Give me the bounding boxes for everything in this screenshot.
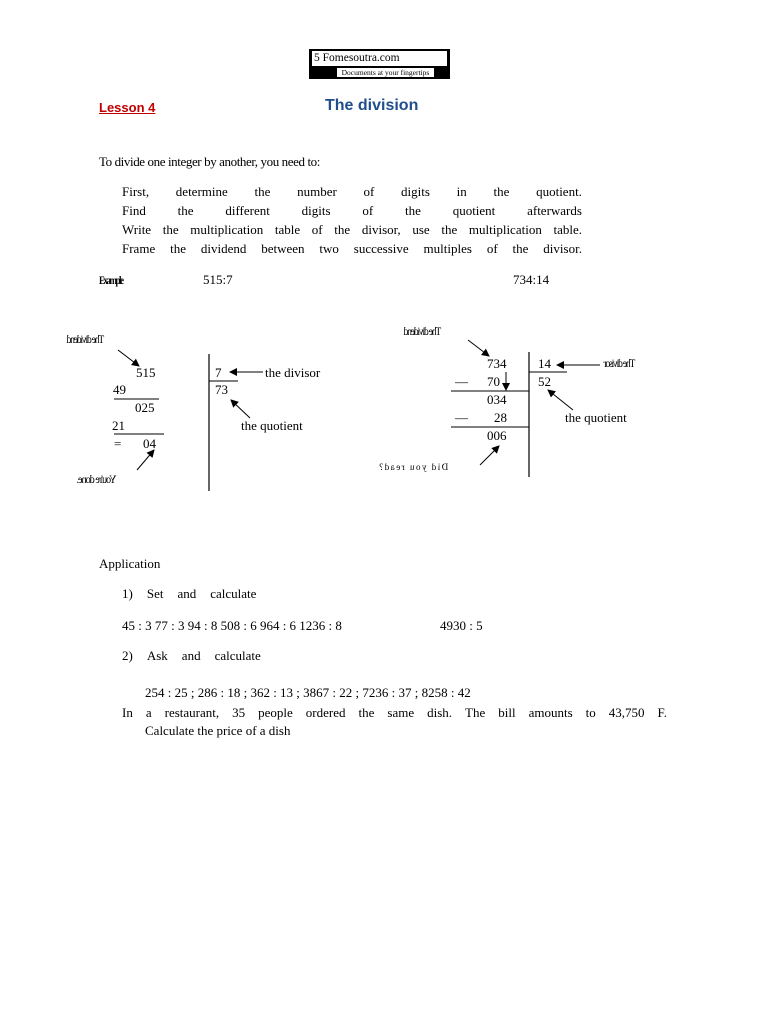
step-word: use — [412, 222, 430, 237]
problem-word: same — [387, 705, 415, 720]
quotient-label-1: the quotient — [241, 418, 303, 433]
step-word: table — [274, 222, 301, 237]
step-word: multiples — [423, 241, 472, 256]
example-first: 515:7 — [203, 272, 233, 287]
divisor-label-2: The divisor — [604, 356, 636, 370]
step-word: of — [311, 222, 323, 237]
intro-text: To divide one integer by another, you need to: — [99, 154, 320, 169]
question-2-word: Ask — [146, 648, 168, 663]
remainder-arrow-1 — [137, 450, 154, 470]
step-word: different — [225, 203, 270, 218]
problem-word: to — [585, 705, 596, 720]
dividend-arrow-1 — [118, 350, 139, 366]
step-word: number — [297, 184, 337, 199]
step-word: in — [456, 184, 467, 199]
dividend-label-2: The dividend — [404, 324, 442, 338]
question-2-words — [147, 648, 261, 664]
step-word: the — [512, 241, 529, 256]
step-word: the — [334, 222, 351, 237]
step-word: of — [362, 203, 374, 218]
problem-word: the — [358, 705, 375, 720]
quotient-2: 52 — [538, 374, 551, 389]
subtract-1b: 21 — [112, 418, 125, 433]
problem-word: bill — [498, 705, 516, 720]
problem-word: 35 — [232, 705, 246, 720]
problem-word: 43,750 — [608, 705, 645, 720]
remainder-1: 04 — [143, 436, 156, 451]
remainder-2: 006 — [487, 428, 507, 443]
minus-sign-2b: — — [455, 410, 468, 425]
step-word: successive — [353, 241, 409, 256]
question-1-word: calculate — [210, 586, 257, 601]
application-heading: Application — [99, 556, 161, 571]
example-second: 734:14 — [513, 272, 550, 287]
logo-site-name: 5 Fomesoutra.com — [312, 51, 447, 66]
question-2-number: 2) — [122, 648, 133, 663]
question-2 — [122, 648, 261, 664]
problem-word: In — [122, 705, 133, 720]
problem-word: amounts — [528, 705, 573, 720]
dividend-1: 515 — [136, 365, 156, 380]
step-word: the — [162, 222, 179, 237]
example-label: Example — [99, 273, 123, 287]
subtract-2a: 70 — [487, 374, 500, 389]
question-1-number: 1) — [122, 586, 133, 601]
step-word: the — [254, 184, 271, 199]
subtract-1a: 49 — [113, 382, 126, 397]
logo-tagline: Documents at your fingertips — [337, 68, 434, 77]
question-2-word: calculate — [214, 648, 261, 663]
problem-word: restaurant, — [164, 705, 220, 720]
problem-line-2: Calculate the price of a dish — [145, 723, 291, 738]
step-word: quotient — [452, 203, 496, 218]
lesson-label: Lesson 4 — [99, 100, 156, 115]
step-word: divisor. — [543, 241, 582, 256]
equals-sign: = — [114, 436, 122, 451]
minus-sign-2a: — — [455, 374, 468, 389]
divisor-label-1: the divisor — [265, 365, 321, 380]
step-word: between — [261, 241, 305, 256]
step-word: of — [363, 184, 375, 199]
remainder-label-1: You're done. — [77, 472, 117, 486]
step-word: dividend — [200, 241, 247, 256]
step-word: two — [319, 241, 339, 256]
step-word: afterwards — [527, 203, 582, 218]
problem-word: dish. — [427, 705, 453, 720]
question-1-line: 45 : 3 77 : 3 94 : 8 508 : 6 964 : 6 1236 : 8 — [122, 618, 342, 633]
problem-word: F. — [657, 705, 667, 720]
step-word: Find — [122, 203, 146, 218]
step-word: quotient. — [536, 184, 582, 199]
step-word: the — [170, 241, 186, 256]
step-word: the — [441, 222, 458, 237]
dividend-arrow-2 — [468, 340, 489, 356]
remainder-2a: 034 — [487, 392, 507, 407]
page-title: The division — [325, 97, 419, 114]
step-word: digits — [401, 184, 430, 199]
question-1-word: and — [177, 586, 197, 601]
dividend-2: 734 — [487, 356, 507, 371]
problem-word: ordered — [305, 705, 346, 720]
subtract-2b: 28 — [494, 410, 507, 425]
dividend-label-1: The dividend — [67, 332, 105, 346]
logo-number: 5 — [314, 52, 320, 64]
quotient-arrow-2 — [548, 390, 573, 410]
question-2-word: and — [181, 648, 201, 663]
quotient-label-2: the quotient — [565, 410, 627, 425]
step-word: multiplication — [190, 222, 264, 237]
step-word: the — [177, 203, 194, 218]
question-1-extra: 4930 : 5 — [440, 618, 483, 633]
question-1-words — [147, 586, 257, 602]
note-arrow-2 — [480, 446, 499, 465]
step-word: Frame — [122, 241, 156, 256]
step-word: digits — [301, 203, 331, 218]
step-word: divisor, — [361, 222, 401, 237]
step-word: of — [486, 241, 498, 256]
step-word: the — [493, 184, 510, 199]
question-2-line: 254 : 25 ; 286 : 18 ; 362 : 13 ; 3867 : 22 ; 7236 : 37 ; 8258 : 42 — [145, 685, 471, 700]
step-word: determine — [175, 184, 228, 199]
step-word: Write — [122, 222, 152, 237]
step-word: table. — [553, 222, 582, 237]
divisor-2: 14 — [538, 356, 551, 371]
step-word: the — [405, 203, 421, 218]
divisor-1: 7 — [215, 365, 222, 380]
quotient-1: 73 — [215, 382, 228, 397]
question-1 — [122, 586, 256, 602]
step-word: First, — [122, 184, 150, 199]
quotient-arrow-1 — [231, 400, 250, 418]
step-word: multiplication — [468, 222, 542, 237]
question-1-word: Set — [146, 586, 164, 601]
note-2: Did you read? — [377, 462, 449, 472]
problem-word: a — [145, 705, 152, 720]
problem-word: The — [465, 705, 486, 720]
remainder-1a: 025 — [135, 400, 155, 415]
problem-line-1 — [122, 705, 667, 721]
problem-word: people — [258, 705, 293, 720]
